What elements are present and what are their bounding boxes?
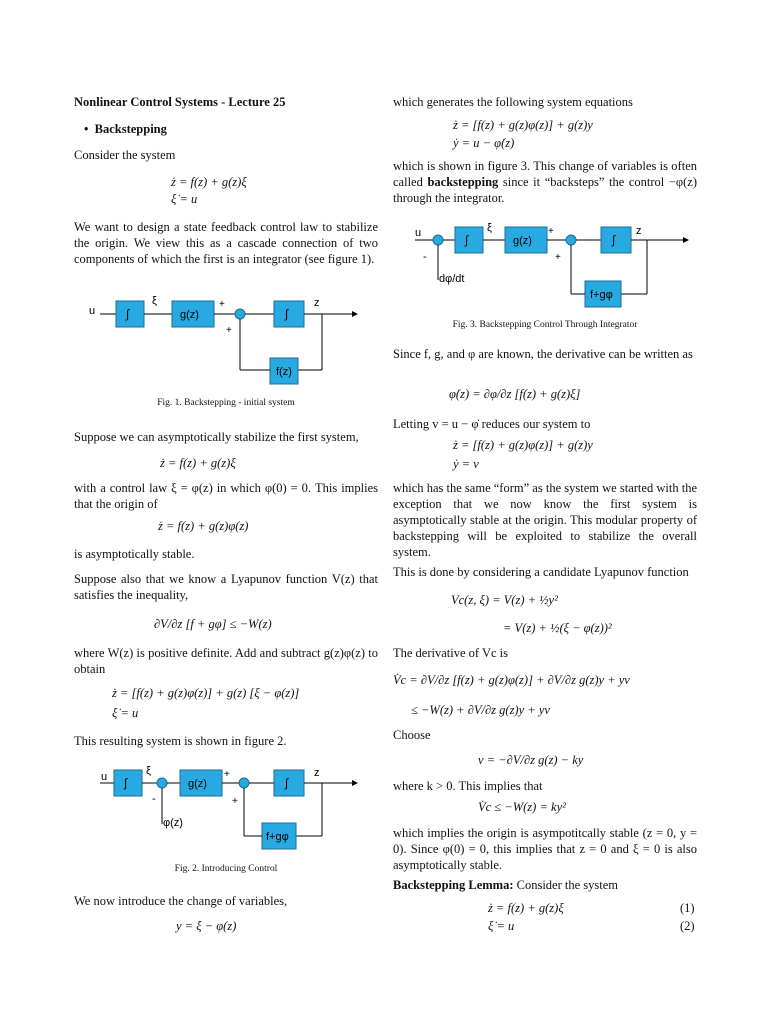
- equation-vc-dot-a: V̇c = ∂V/∂z [f(z) + g(z)φ(z)] + ∂V/∂z g(z)y + yv: [393, 673, 630, 687]
- fig2-minus-label: -: [152, 793, 156, 805]
- fig3-sum-node-2: [566, 235, 576, 245]
- fig2-plus-top: +: [224, 769, 230, 780]
- equation-number-1: (1): [680, 901, 695, 915]
- fig3-sum-node-1: [433, 235, 443, 245]
- paragraph-letting: Letting v = u − φ̇ reduces our system to: [393, 417, 591, 431]
- fig2-integrator-block: [114, 770, 142, 796]
- fig3-dphi-label: dφ/dt: [439, 273, 465, 285]
- equation-system1-a: ż = f(z) + g(z)ξ: [171, 175, 247, 189]
- equation-inequality: ∂V/∂z [f + gφ] ≤ −W(z): [154, 617, 272, 631]
- fig3-integrator2-block: [601, 227, 631, 253]
- paragraph-generates: which generates the following system equations: [393, 95, 633, 109]
- equation-number-2: (2): [680, 919, 695, 933]
- lecture-title: Nonlinear Control Systems - Lecture 25: [74, 95, 286, 109]
- shown-text-bold: backstepping: [427, 175, 499, 189]
- fig1-plus-bottom: +: [226, 325, 232, 336]
- equation-add-subtract-b: ξ̇ = u: [112, 706, 139, 720]
- fig3-plus-top: +: [548, 226, 554, 237]
- fig2-integrator2-block: [274, 770, 304, 796]
- equation-derivative: φ̇(z) = ∂φ/∂z [f(z) + g(z)ξ]: [449, 387, 581, 401]
- figure-1-diagram: [74, 288, 378, 388]
- fig3-plus-bottom: +: [555, 252, 561, 263]
- fig2-int-symbol: ∫: [124, 776, 128, 790]
- lemma-heading: Backstepping Lemma:: [393, 878, 514, 892]
- equation-vc-dot-b: ≤ −W(z) + ∂V/∂z g(z)y + yv: [411, 703, 550, 717]
- equation-lemma-1: ż = f(z) + g(z)ξ: [488, 901, 564, 915]
- fig3-minus-label: -: [423, 251, 427, 263]
- lemma-text: Consider the system: [513, 878, 619, 892]
- fig3-fg-label: f+gφ: [590, 289, 613, 301]
- equation-origin: ż = f(z) + g(z)φ(z): [158, 519, 249, 533]
- fig2-plus-bottom: +: [232, 796, 238, 807]
- fig1-int-symbol: ∫: [126, 307, 130, 321]
- equation-generated-a: ż = [f(z) + g(z)φ(z)] + g(z)y: [453, 118, 593, 132]
- shown-text-2: since it “backsteps” the control −φ(z) through the integrator.: [393, 175, 697, 205]
- equation-reduced-a: ż = [f(z) + g(z)φ(z)] + g(z)y: [453, 438, 593, 452]
- paragraph-derivative-vc: The derivative of Vc is: [393, 646, 509, 660]
- equation-reduced-b: ẏ = v: [453, 457, 479, 471]
- paragraph-form: which has the same “form” as the system we started with the exception that we now know the first system is asymptotically stable at the origin. This modular property of backstepping will be exploited to stabilize the overall system.: [393, 481, 697, 559]
- fig2-int2-symbol: ∫: [285, 776, 289, 790]
- fig3-z-label: z: [636, 225, 642, 237]
- fig1-plus-top: +: [219, 299, 225, 310]
- equation-vc-b: = V(z) + ½(ξ − φ(z))²: [503, 621, 612, 635]
- fig1-xi-label: ξ: [152, 295, 157, 307]
- fig2-fg-label: f+gφ: [266, 831, 289, 843]
- equation-implies: V̇c ≤ −W(z) = ky²: [478, 800, 566, 814]
- fig1-integrator2-block: [274, 301, 304, 327]
- equation-vc-a: Vc(z, ξ) = V(z) + ½y²: [451, 593, 558, 607]
- equation-lemma-2: ξ̇ = u: [488, 919, 515, 933]
- fig3-u-label: u: [415, 227, 422, 239]
- fig1-sum-node: [235, 309, 245, 319]
- paragraph-lyapunov: Suppose also that we know a Lyapunov function V(z) that satisfies the inequality,: [74, 572, 378, 602]
- figure-3-caption: Fig. 3. Backstepping Control Through Integrator: [452, 320, 638, 330]
- figure-3-diagram: [393, 222, 697, 314]
- equation-change-vars: y = ξ − φ(z): [176, 919, 237, 933]
- fig2-xi-label: ξ: [146, 765, 151, 777]
- fig2-phi-label: φ(z): [163, 817, 183, 829]
- fig1-u-label: u: [89, 305, 96, 317]
- fig2-g-label: g(z): [188, 778, 207, 790]
- fig1-int2-symbol: ∫: [285, 307, 289, 321]
- fig3-integrator-block: [455, 227, 483, 253]
- fig2-sum-node-1: [157, 778, 167, 788]
- paragraph-want: We want to design a state feedback control law to stabilize the origin. We view this as a cascade connection of two components of which the first is an integrator (see figure 1).: [74, 220, 378, 266]
- fig2-z-label: z: [314, 767, 320, 779]
- paragraph-since: Since f, g, and φ are known, the derivative can be written as: [393, 347, 693, 361]
- equation-choose: v = −∂V/∂z g(z) − ky: [478, 753, 584, 767]
- bullet-backstepping: • Backstepping: [84, 122, 167, 136]
- fig3-g-label: g(z): [513, 235, 532, 247]
- equation-generated-b: ẏ = u − φ̇(z): [453, 136, 515, 150]
- paragraph-lemma: [393, 877, 697, 893]
- figure-1-caption: Fig. 1. Backstepping - initial system: [157, 398, 295, 408]
- paragraph-result: This resulting system is shown in figure 2.: [74, 734, 287, 748]
- figure-2-caption: Fig. 2. Introducing Control: [174, 864, 278, 874]
- figure-2-diagram: [74, 762, 378, 858]
- shown-text-1: which is shown in figure 3. This change of variables is often called: [393, 159, 697, 189]
- equation-system1-b: ξ̇ = u: [171, 192, 198, 206]
- paragraph-where-k: where k > 0. This implies that: [393, 779, 543, 793]
- fig1-z-label: z: [314, 297, 320, 309]
- fig3-xi-label: ξ: [487, 222, 492, 234]
- paragraph-implies-origin: which implies the origin is asympotitcally stable (z = 0, y = 0). Since φ(0) = 0, this implies that z = 0 and ξ = 0 is also asymptotically stable.: [393, 826, 697, 872]
- fig1-f-label: f(z): [276, 366, 292, 378]
- paragraph-consider: Consider the system: [74, 148, 176, 162]
- paragraph-suppose: Suppose we can asymptotically stabilize the first system,: [74, 430, 359, 444]
- paragraph-choose: Choose: [393, 728, 431, 742]
- fig3-int2-symbol: ∫: [612, 233, 616, 247]
- fig3-int-symbol: ∫: [465, 233, 469, 247]
- paragraph-asymptotic: is asymptotically stable.: [74, 547, 195, 561]
- bullet-label: Backstepping: [94, 122, 167, 136]
- paragraph-control-law: with a control law ξ = φ(z) in which φ(0) = 0. This implies that the origin of: [74, 481, 378, 511]
- paragraph-change-vars: We now introduce the change of variables,: [74, 894, 288, 908]
- equation-add-subtract-a: ż = [f(z) + g(z)φ(z)] + g(z) [ξ − φ(z)]: [112, 686, 300, 700]
- paragraph-candidate: This is done by considering a candidate Lyapunov function: [393, 565, 689, 579]
- fig2-sum-node-2: [239, 778, 249, 788]
- fig1-g-label: g(z): [180, 309, 199, 321]
- paragraph-where-w: where W(z) is positive definite. Add and subtract g(z)φ(z) to obtain: [74, 646, 378, 676]
- paragraph-shown-fig3: [393, 158, 697, 206]
- fig1-integrator-block: [116, 301, 144, 327]
- fig2-u-label: u: [101, 771, 108, 783]
- equation-first-system: ż = f(z) + g(z)ξ: [160, 456, 236, 470]
